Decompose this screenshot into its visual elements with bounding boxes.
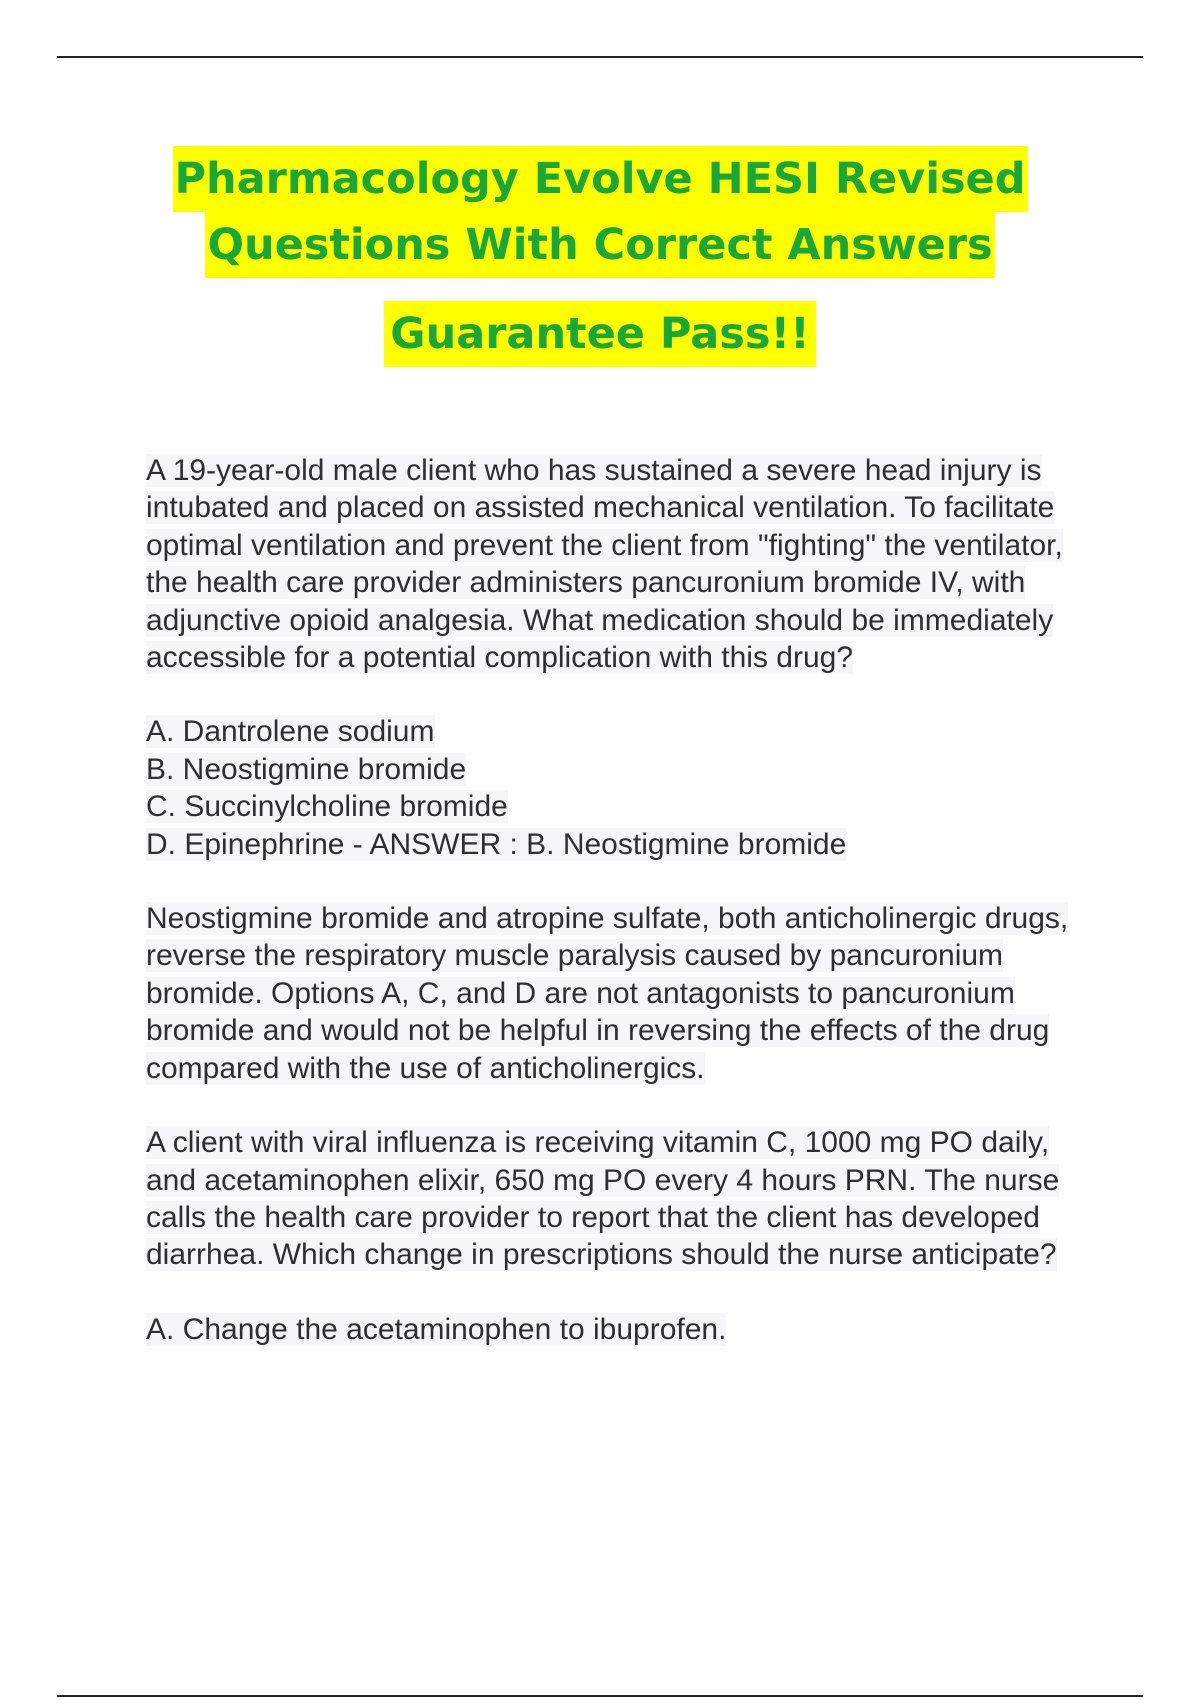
question-2-options [146,1311,1106,1348]
option-c: C. Succinylcholine bromide [146,790,508,824]
document-title [0,146,1200,367]
document-body [146,452,1106,1348]
question-1-rationale-text: Neostigmine bromide and atropine sulfate, both anticholinergic drugs, reverse the respiratory muscle paralysis caused by pancuronium bromide. Options A, C, and D are not antagonists to pancuronium bromide and would not be helpful in reversing the effects of the drug compared with the use of anticholinergics. [146,902,1069,1085]
title-line-3: Guarantee Pass!! [384,301,815,367]
title-line-2: Questions With Correct Answers [205,212,994,278]
question-1-options [146,713,1106,863]
option-b: B. Neostigmine bromide [146,752,467,786]
question-2-stem-text: A client with viral influenza is receiving vitamin C, 1000 mg PO daily, and acetaminophen elixir, 650 mg PO every 4 hours PRN. The nurse calls the health care provider to report that the client has developed diarrhea. Which change in prescriptions should the nurse anticipate? [146,1126,1060,1272]
question-1-stem-text: A 19-year-old male client who has sustained a severe head injury is intubated and placed on assisted mechanical ventilation. To facilitate optimal ventilation and prevent the client from "fighting" the ventilator, the health care provider administers pancuronium bromide IV, with adjunctive opioid analgesia. What medication should be immediately accessible for a potential complication with this drug? [146,454,1063,675]
header-rule [57,56,1143,58]
footer-rule [57,1695,1143,1697]
option-d-answer: D. Epinephrine - ANSWER : B. Neostigmine bromide [146,827,847,861]
question-2-stem [146,1124,1106,1274]
question-1-rationale [146,900,1106,1087]
option-a: A. Dantrolene sodium [146,715,435,749]
question-1-stem [146,452,1106,676]
question-2-option-a: A. Change the acetaminophen to ibuprofen. [146,1312,727,1346]
title-line-1: Pharmacology Evolve HESI Revised [173,146,1028,212]
